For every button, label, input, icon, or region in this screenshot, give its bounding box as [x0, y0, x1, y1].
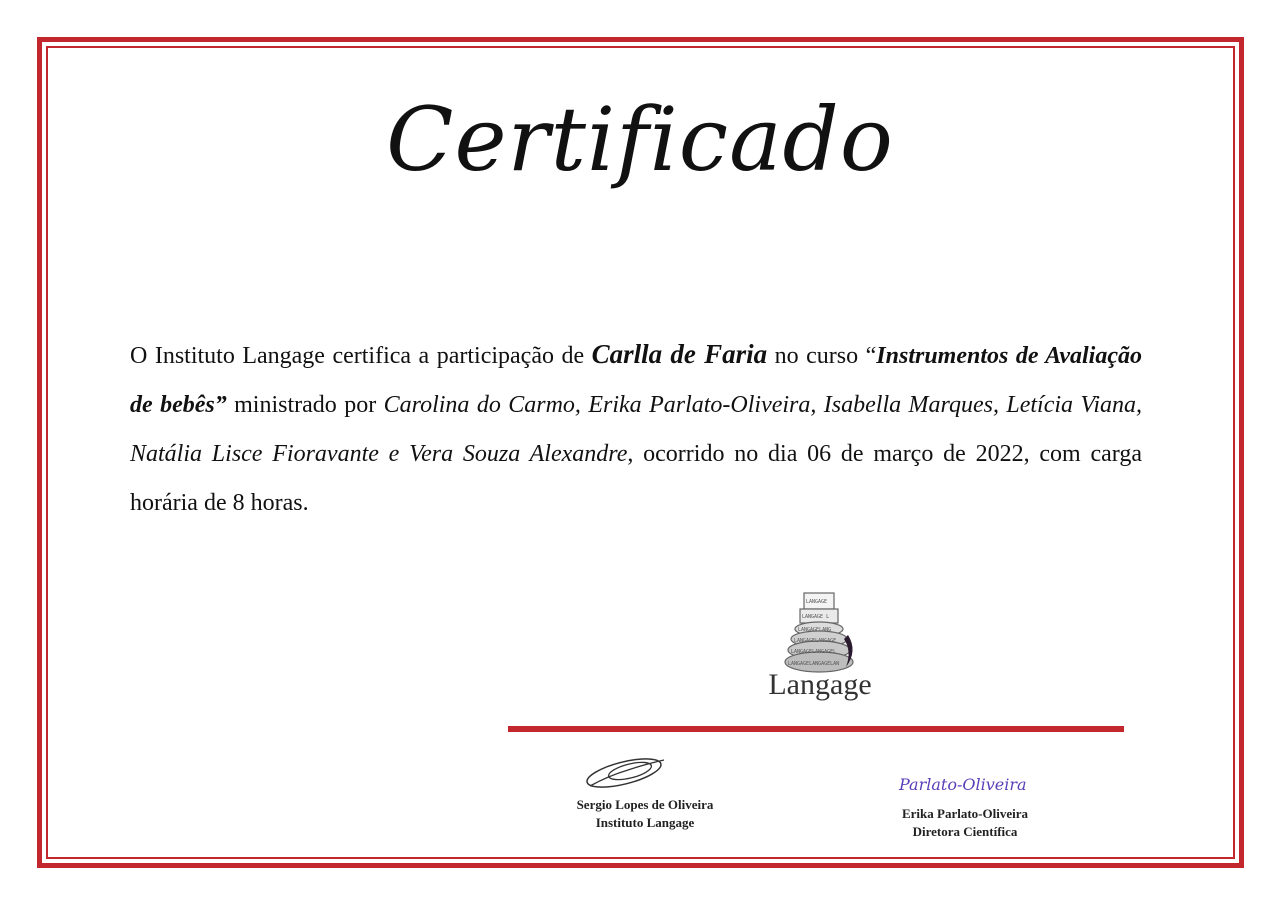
- svg-text:LANGAGELANGAGEL: LANGAGELANGAGEL: [791, 649, 837, 655]
- signatory-role: Instituto Langage: [595, 815, 695, 830]
- instructor-names: Carolina do Carmo, Erika Parlato-Oliveira, Isabella Marques, Letícia Viana, Natália Lisce Fioravante e Vera Souza Alexandre: [130, 392, 1143, 467]
- body-text-instructor-prefix: ministrado por: [226, 392, 384, 418]
- langage-logo-text: Langage: [768, 668, 872, 701]
- svg-text:LANGAGELANG: LANGAGELANG: [798, 627, 832, 633]
- certificate-body: [130, 330, 1142, 528]
- signatory-name: Erika Parlato-Oliveira: [901, 806, 1028, 821]
- body-text-course-prefix: no curso “: [767, 343, 877, 369]
- signatory-name: Sergio Lopes de Oliveira: [576, 797, 714, 812]
- body-text-intro: O Instituto Langage certifica a participação de: [130, 343, 592, 369]
- signature-erika-parlato-icon: [895, 768, 1035, 802]
- signature-block-erika: [840, 805, 1090, 841]
- course-name: Instrumentos de Avaliação de bebês”: [130, 343, 1142, 418]
- signature-divider-line: [508, 726, 1124, 732]
- signature-block-sergio: [520, 796, 770, 832]
- svg-text:LANGAGELANGAGE: LANGAGELANGAGE: [794, 638, 837, 644]
- svg-text:LANGAGE: LANGAGE: [806, 599, 828, 605]
- signature-sergio-lopes-icon: [580, 752, 670, 794]
- body-text-date-hours: , ocorrido no dia 06 de março de 2022, com carga horária de 8 horas.: [130, 441, 1142, 516]
- certificate-title: Certificado: [386, 88, 894, 191]
- svg-text:LANGAGELANGAGELAN: LANGAGELANGAGELAN: [788, 661, 840, 667]
- participant-name: Carlla de Faria: [591, 339, 768, 369]
- handwritten-signature-text: Parlato-Oliveira: [899, 775, 1027, 794]
- signatory-role: Diretora Científica: [912, 824, 1018, 839]
- svg-text:LANGAGE L: LANGAGE L: [802, 614, 830, 620]
